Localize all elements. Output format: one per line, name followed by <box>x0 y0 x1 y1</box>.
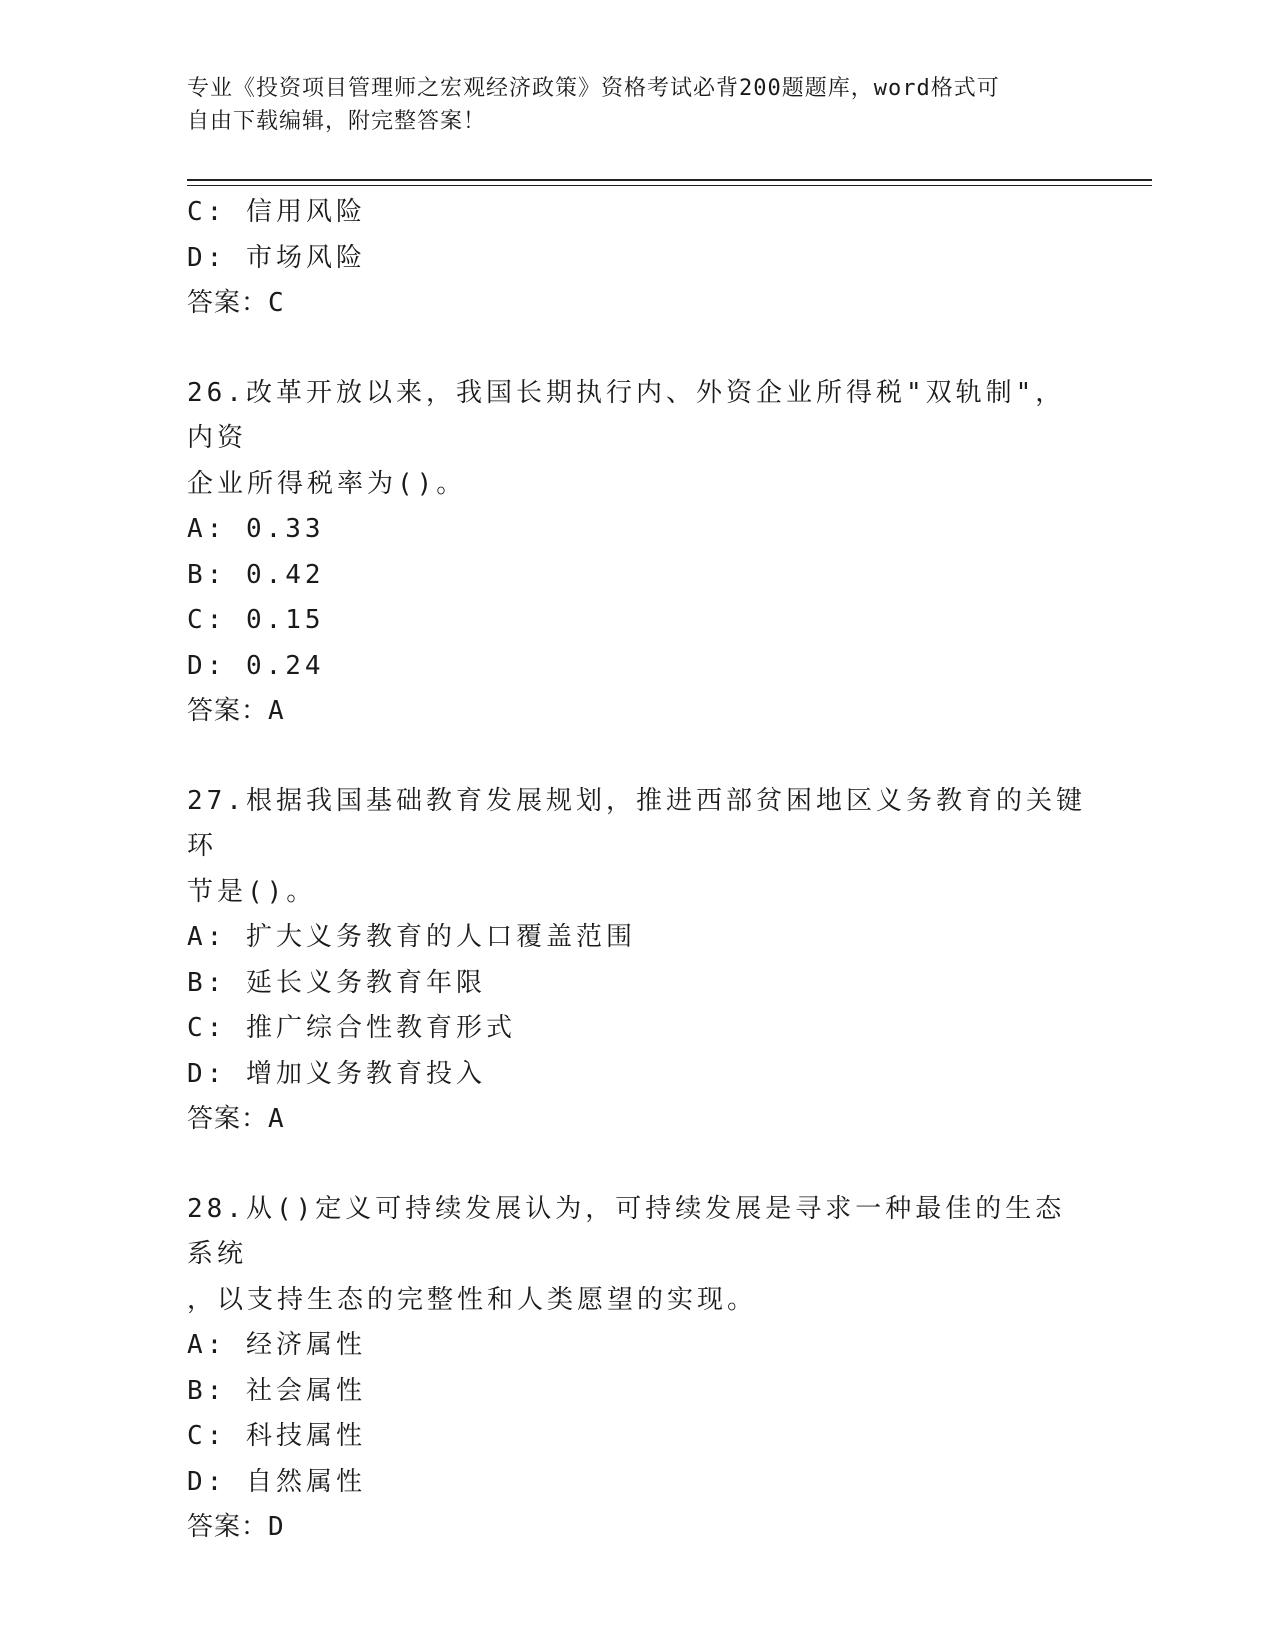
option-d: D: 0.24 <box>187 650 325 681</box>
header-title-line-2: 自由下载编辑，附完整答案！ <box>187 109 487 134</box>
question-text-line-1: 26.改革开放以来，我国长期执行内、外资企业所得税"双轨制"，内资 <box>187 377 1066 453</box>
document-body <box>187 190 1087 1551</box>
previous-question-tail <box>187 190 1087 327</box>
option-d: D: 自然属性 <box>187 1466 366 1497</box>
question-28 <box>187 1187 1087 1551</box>
option-c: C: 推广综合性教育形式 <box>187 1013 516 1043</box>
option-a: A: 经济属性 <box>187 1330 366 1360</box>
header-rule-thick <box>187 179 1152 181</box>
option-d: D: 市场风险 <box>187 242 366 273</box>
option-b: B: 社会属性 <box>187 1375 366 1406</box>
answer: 答案：A <box>187 696 285 726</box>
option-c: C: 0.15 <box>187 605 325 635</box>
option-c: C: 信用风险 <box>187 197 366 227</box>
answer: 答案：C <box>187 288 285 318</box>
header-rule-thin <box>187 185 1152 186</box>
question-text-line-2: 节是()。 <box>187 876 317 907</box>
question-26 <box>187 371 1087 735</box>
question-text-line-2: ，以支持生态的完整性和人类愿望的实现。 <box>187 1284 758 1315</box>
answer: 答案：A <box>187 1104 285 1134</box>
question-27 <box>187 779 1087 1143</box>
question-text-line-2: 企业所得税率为()。 <box>187 468 467 499</box>
document-header <box>187 72 1087 138</box>
answer: 答案：D <box>187 1512 285 1542</box>
option-b: B: 延长义务教育年限 <box>187 967 486 998</box>
option-a: A: 扩大义务教育的人口覆盖范围 <box>187 922 636 952</box>
question-text-line-1: 27.根据我国基础教育发展规划，推进西部贫困地区义务教育的关键环 <box>187 785 1086 861</box>
question-text-line-1: 28.从()定义可持续发展认为，可持续发展是寻求一种最佳的生态系统 <box>187 1193 1066 1269</box>
option-d: D: 增加义务教育投入 <box>187 1058 486 1089</box>
option-a: A: 0.33 <box>187 514 325 544</box>
option-c: C: 科技属性 <box>187 1421 366 1451</box>
option-b: B: 0.42 <box>187 559 325 590</box>
header-title-line-1: 专业《投资项目管理师之宏观经济政策》资格考试必背200题题库，word格式可 <box>187 76 1000 101</box>
